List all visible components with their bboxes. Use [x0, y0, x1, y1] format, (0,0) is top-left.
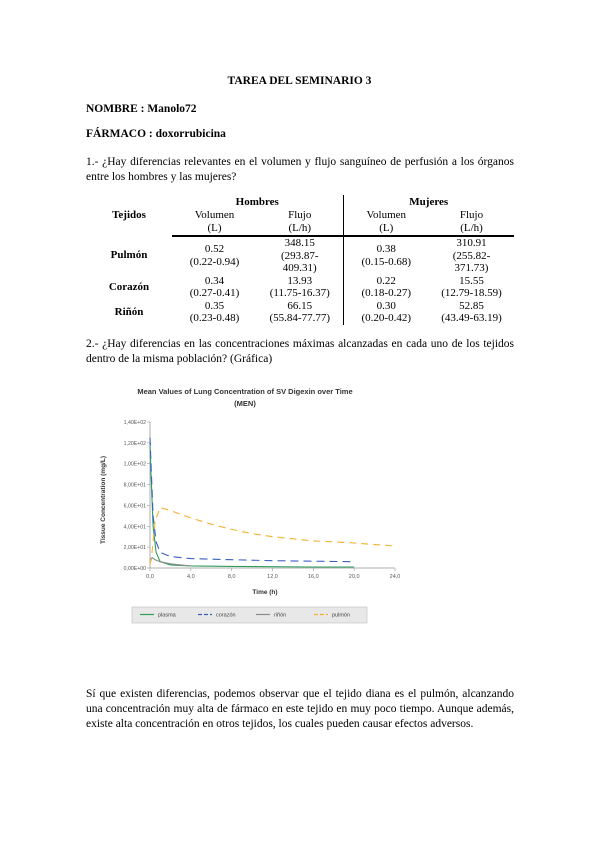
chart-svg [95, 380, 405, 630]
table-cell: 52.85 (43.49-63.19) [441, 299, 502, 324]
table-cell: 66.15 (55.84-77.77) [269, 299, 330, 324]
tissue-name: Pulmón [110, 249, 148, 261]
column-header: Volumen [343, 209, 429, 222]
concentration-chart [95, 380, 405, 630]
column-header: Flujo [459, 209, 484, 222]
series-line-3 [150, 508, 395, 565]
series-line-0 [150, 443, 354, 567]
legend-label: corazón [216, 612, 236, 619]
y-tick-label: 6,00E+01 [123, 503, 146, 510]
legend-label: riñón [274, 612, 287, 619]
perfusion-table [86, 195, 514, 325]
legend-label: pulmón [332, 612, 351, 619]
table-cell: 0.38 (0.15-0.68) [343, 236, 429, 275]
table-row [86, 236, 514, 275]
y-axis-label: Tissue Concentration (mg/L) [100, 456, 107, 544]
y-tick-label: 1,40E+02 [123, 420, 146, 426]
chart-title: Mean Values of Lung Concentration of SV Digexin over Time [137, 387, 353, 396]
x-tick-label: 4,0 [187, 574, 195, 580]
column-unit: (L/h) [429, 222, 514, 236]
y-tick-label: 0,00E+00 [123, 566, 146, 572]
x-tick-label: 12,0 [267, 574, 278, 580]
table-cell: 0.34 (0.27-0.41) [189, 274, 240, 299]
table-cell: 13.93 (11.75-16.37) [269, 274, 330, 299]
table-row [86, 300, 514, 325]
table-cell: 0.52 (0.22-0.94) [189, 243, 240, 268]
x-tick-label: 24,0 [389, 574, 401, 580]
column-header: Volumen [194, 209, 235, 222]
column-unit: (L) [343, 222, 429, 236]
chart-subtitle: (MEN) [234, 399, 256, 408]
table-cell: 348.15 (293.87- 409.31) [280, 237, 319, 274]
y-tick-label: 1,00E+02 [123, 461, 146, 468]
y-tick-label: 2,00E+01 [123, 545, 146, 552]
table-cell: 310.91 (255.82- 371.73) [452, 237, 491, 274]
tissue-name: Riñón [114, 305, 144, 318]
y-tick-label: 1,20E+02 [123, 440, 146, 447]
table-cell: 0.22 (0.18-0.27) [343, 275, 429, 300]
column-unit: (L) [172, 222, 257, 236]
y-tick-label: 8,00E+01 [123, 482, 146, 489]
answer-2: Sí que existen diferencias, podemos observar que el tejido diana es el pulmón, alcanzando una concentración muy alta de fármaco en este tejido en muy poco tiempo. Aunque además, existe alta concentración en otros tejidos, los cuales pueden causar efectos adversos. [86, 688, 514, 730]
group-header-hombres: Hombres [235, 195, 279, 208]
legend-label: plasma [158, 612, 176, 619]
question-1: 1.- ¿Hay diferencias relevantes en el volumen y flujo sanguíneo de perfusión a los órganos entre los hombres y las mujeres? [86, 156, 514, 183]
table-body [86, 236, 514, 325]
question-2: 2.- ¿Hay diferencias en las concentraciones máximas alcanzadas en cada uno de los tejidos dentro de la misma población? (Gráfica) [86, 338, 514, 365]
column-header: Flujo [288, 209, 312, 222]
x-tick-label: 8,0 [227, 574, 236, 580]
group-header-mujeres: Mujeres [343, 195, 514, 209]
y-tick-label: 4,00E+01 [123, 524, 146, 531]
student-name: NOMBRE : Manolo72 [86, 103, 197, 115]
column-unit: (L/h) [257, 222, 343, 236]
table-cell: 15.55 (12.79-18.59) [441, 274, 502, 299]
table-cell: 0.35 (0.23-0.48) [189, 299, 240, 324]
drug-name: FÁRMACO : doxorrubicina [86, 128, 226, 140]
series-line-1 [150, 438, 354, 562]
table-group-header-row [86, 195, 514, 209]
x-tick-label: 0,0 [146, 574, 154, 580]
x-axis-label: Time (h) [252, 589, 278, 596]
table-row [86, 275, 514, 300]
page-title: TAREA DEL SEMINARIO 3 [227, 75, 372, 87]
x-tick-label: 16,0 [307, 574, 319, 580]
table-cell: 0.30 (0.20-0.42) [343, 300, 429, 325]
tissue-name: Corazón [108, 280, 150, 293]
table-row-header: Tejidos [112, 209, 146, 222]
x-tick-label: 20,0 [348, 574, 360, 580]
